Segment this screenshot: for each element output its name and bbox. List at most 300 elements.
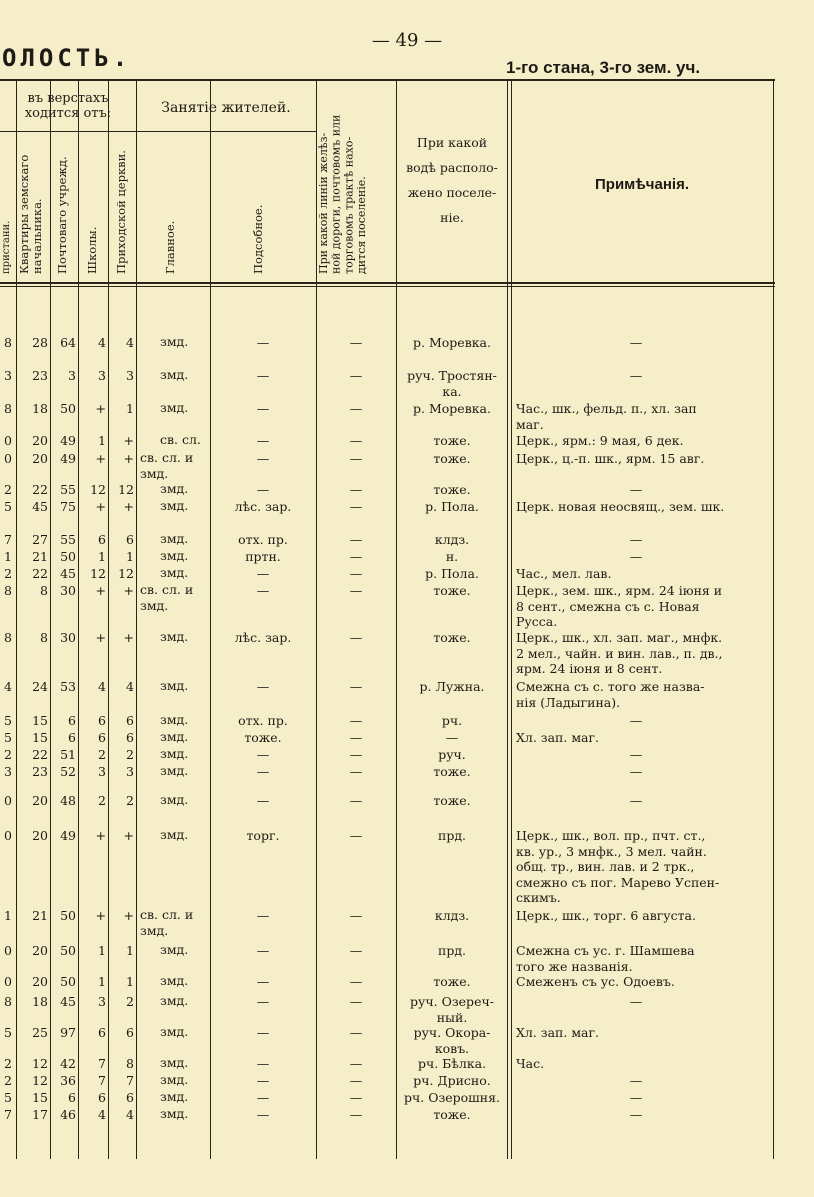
row-post-distance: 3	[68, 368, 76, 383]
row-main-occupation: змд.	[160, 367, 189, 382]
row-church-distance: 4	[126, 679, 134, 694]
row-water: тоже.	[433, 793, 471, 808]
row-sub-occupation: отх. пр.	[238, 713, 288, 728]
row-post-distance: 49	[60, 433, 76, 448]
row-main-occupation: змд.	[160, 548, 189, 563]
row-school-distance: 1	[98, 433, 106, 448]
row-main-occupation: змд.	[160, 400, 189, 415]
row-sub-occupation: —	[256, 1090, 270, 1105]
row-post-distance: 53	[60, 679, 76, 694]
row-zem-distance: 20	[32, 828, 48, 843]
rule-head	[0, 282, 775, 284]
header-col-sub: Подсобное.	[251, 204, 265, 274]
row-cut-distance: 0	[4, 974, 12, 989]
row-main-occupation: змд.	[160, 629, 189, 644]
row-zem-distance: 21	[32, 549, 48, 564]
row-school-distance: +	[95, 401, 106, 416]
row-notes: —	[629, 994, 643, 1009]
row-main-occupation: змд.	[160, 827, 189, 842]
row-church-distance: 1	[126, 549, 134, 564]
row-water: р. Моревка.	[413, 401, 491, 416]
row-water: тоже.	[433, 433, 471, 448]
row-water: тоже.	[433, 451, 471, 466]
row-notes: —	[629, 793, 643, 808]
row-notes: Церк., ярм.: 9 мая, 6 дек.	[516, 433, 684, 448]
row-cut-distance: 2	[4, 1056, 12, 1071]
row-sub-occupation: —	[256, 764, 270, 779]
row-school-distance: +	[95, 451, 106, 466]
row-school-distance: 6	[98, 730, 106, 745]
row-church-distance: 2	[126, 747, 134, 762]
row-rail: —	[349, 630, 363, 645]
row-zem-distance: 15	[32, 730, 48, 745]
row-school-distance: 12	[90, 482, 106, 497]
row-notes: —	[629, 368, 643, 383]
row-rail: —	[349, 713, 363, 728]
row-notes: Церк. новая неосвящ., зем. шк.	[516, 499, 725, 514]
row-zem-distance: 27	[32, 532, 48, 547]
row-water: тоже.	[433, 583, 471, 598]
row-church-distance: 7	[126, 1073, 134, 1088]
row-water: тоже.	[433, 630, 471, 645]
row-water: рч. Дрисно.	[413, 1073, 491, 1088]
row-zem-distance: 15	[32, 1090, 48, 1105]
row-notes: —	[629, 335, 643, 350]
row-post-distance: 30	[60, 630, 76, 645]
row-church-distance: 4	[126, 335, 134, 350]
row-sub-occupation: —	[256, 747, 270, 762]
row-sub-occupation: тоже.	[244, 730, 282, 745]
row-water: руч. Озереч- ный.	[410, 994, 494, 1025]
row-rail: —	[349, 974, 363, 989]
row-water: руч. Тростян- ка.	[407, 368, 497, 399]
column-rule	[210, 79, 211, 1159]
row-school-distance: 6	[98, 713, 106, 728]
row-school-distance: 3	[98, 368, 106, 383]
row-rail: —	[349, 1056, 363, 1071]
row-cut-distance: 8	[4, 630, 12, 645]
row-cut-distance: 2	[4, 482, 12, 497]
row-church-distance: 6	[126, 730, 134, 745]
row-rail: —	[349, 335, 363, 350]
column-rule	[511, 79, 512, 1159]
row-main-occupation: св. сл. и змд.	[140, 907, 194, 938]
row-water: рч. Озерошня.	[403, 1090, 500, 1105]
header-col-church: Приходской церкви.	[114, 150, 128, 274]
row-notes: Церк., ц.-п. шк., ярм. 15 авг.	[516, 451, 705, 466]
row-cut-distance: 4	[4, 679, 12, 694]
row-notes: Смежна съ ус. г. Шамшева того же названія.	[516, 943, 695, 974]
row-school-distance: +	[95, 630, 106, 645]
row-post-distance: 50	[60, 974, 76, 989]
row-church-distance: 1	[126, 974, 134, 989]
row-school-distance: +	[95, 583, 106, 598]
header-col-notes: Примѣчанія.	[595, 176, 689, 193]
row-sub-occupation: —	[256, 793, 270, 808]
row-rail: —	[349, 482, 363, 497]
row-church-distance: 1	[126, 401, 134, 416]
row-water: н.	[445, 549, 459, 564]
header-col-cut: пристани.	[1, 220, 12, 274]
row-notes: Хл. зап. маг.	[516, 730, 600, 745]
row-sub-occupation: —	[256, 433, 270, 448]
row-water: р. Моревка.	[413, 335, 491, 350]
row-sub-occupation: —	[256, 908, 270, 923]
row-school-distance: 4	[98, 1107, 106, 1122]
row-rail: —	[349, 747, 363, 762]
row-sub-occupation: —	[256, 1056, 270, 1071]
row-main-occupation: змд.	[160, 481, 189, 496]
row-rail: —	[349, 368, 363, 383]
row-cut-distance: 8	[4, 401, 12, 416]
row-water: тоже.	[433, 482, 471, 497]
row-sub-occupation: —	[256, 974, 270, 989]
row-notes: Час., шк., фельд. п., хл. зап маг.	[516, 401, 697, 432]
row-zem-distance: 21	[32, 908, 48, 923]
row-cut-distance: 5	[4, 499, 12, 514]
row-cut-distance: 7	[4, 1107, 12, 1122]
row-main-occupation: змд.	[160, 712, 189, 727]
row-notes: Смеженъ съ ус. Одоевъ.	[516, 974, 675, 989]
row-notes: Церк., шк., вол. пр., пчт. ст., кв. ур., 3 мнфк., 3 мел. чайн. общ. тр., вин. лав. и 2 трк., смежно съ пог. Марево Успен- скимъ.	[516, 828, 720, 905]
row-zem-distance: 22	[32, 566, 48, 581]
row-zem-distance: 12	[32, 1056, 48, 1071]
row-notes: —	[629, 1107, 643, 1122]
row-school-distance: 7	[98, 1073, 106, 1088]
column-rule	[136, 79, 137, 1159]
row-water: рч.	[441, 713, 463, 728]
row-zem-distance: 24	[32, 679, 48, 694]
row-zem-distance: 15	[32, 713, 48, 728]
row-water: прд.	[437, 828, 466, 843]
row-church-distance: +	[123, 908, 134, 923]
row-main-occupation: св. сл.	[160, 432, 201, 447]
row-cut-distance: 0	[4, 433, 12, 448]
row-sub-occupation: —	[256, 368, 270, 383]
row-post-distance: 49	[60, 828, 76, 843]
row-cut-distance: 8	[4, 335, 12, 350]
row-post-distance: 55	[60, 532, 76, 547]
header-occupation-group: Занятіе жителей.	[161, 100, 291, 116]
row-notes: —	[629, 549, 643, 564]
header-col-rail: При какой линіи желѣз- ной дороги, почтовомъ или торговомъ трактѣ нахо- дится поселеніе.	[317, 114, 368, 274]
row-water: рч. Бѣлка.	[417, 1056, 487, 1071]
row-sub-occupation: —	[256, 1073, 270, 1088]
header-col-post: Почтоваго учрежд.	[55, 156, 69, 274]
row-rail: —	[349, 451, 363, 466]
row-church-distance: 6	[126, 713, 134, 728]
row-main-occupation: змд.	[160, 746, 189, 761]
row-water: —	[445, 730, 459, 745]
row-water: тоже.	[433, 974, 471, 989]
row-notes: Церк., шк., хл. зап. маг., мнфк. 2 мел., чайн. и вин. лав., п. дв., ярм. 24 іюня и 8 сент.	[516, 630, 723, 676]
row-water: р. Пола.	[425, 566, 479, 581]
header-col-water: При какой водѣ располо- жено поселе- ніе.	[406, 135, 498, 225]
row-church-distance: 6	[126, 532, 134, 547]
row-church-distance: +	[123, 451, 134, 466]
row-post-distance: 6	[68, 1090, 76, 1105]
row-church-distance: 1	[126, 943, 134, 958]
row-school-distance: 12	[90, 566, 106, 581]
row-rail: —	[349, 433, 363, 448]
row-zem-distance: 20	[32, 974, 48, 989]
row-post-distance: 50	[60, 908, 76, 923]
row-rail: —	[349, 679, 363, 694]
row-water: прд.	[437, 943, 466, 958]
row-main-occupation: змд.	[160, 729, 189, 744]
row-main-occupation: змд.	[160, 498, 189, 513]
row-church-distance: 3	[126, 368, 134, 383]
row-cut-distance: 0	[4, 793, 12, 808]
row-rail: —	[349, 730, 363, 745]
row-post-distance: 50	[60, 549, 76, 564]
row-cut-distance: 0	[4, 828, 12, 843]
column-rule	[773, 79, 774, 1159]
header-col-zem: Квартиры земскаго начальника.	[17, 154, 45, 274]
row-post-distance: 6	[68, 713, 76, 728]
row-zem-distance: 20	[32, 793, 48, 808]
row-zem-distance: 23	[32, 368, 48, 383]
row-main-occupation: змд.	[160, 531, 189, 546]
row-rail: —	[349, 793, 363, 808]
row-post-distance: 45	[60, 994, 76, 1009]
row-church-distance: 4	[126, 1107, 134, 1122]
row-post-distance: 50	[60, 401, 76, 416]
row-post-distance: 52	[60, 764, 76, 779]
row-post-distance: 49	[60, 451, 76, 466]
row-zem-distance: 22	[32, 747, 48, 762]
row-cut-distance: 2	[4, 747, 12, 762]
rule-head2	[0, 286, 775, 287]
row-church-distance: 2	[126, 793, 134, 808]
row-school-distance: 7	[98, 1056, 106, 1071]
row-zem-distance: 22	[32, 482, 48, 497]
row-church-distance: 3	[126, 764, 134, 779]
row-church-distance: +	[123, 433, 134, 448]
row-main-occupation: змд.	[160, 1089, 189, 1104]
row-notes: Час.	[516, 1056, 545, 1071]
row-rail: —	[349, 1025, 363, 1040]
row-notes: —	[629, 1073, 643, 1088]
row-zem-distance: 23	[32, 764, 48, 779]
row-church-distance: +	[123, 630, 134, 645]
row-zem-distance: 12	[32, 1073, 48, 1088]
row-rail: —	[349, 499, 363, 514]
row-rail: —	[349, 566, 363, 581]
row-post-distance: 97	[60, 1025, 76, 1040]
row-sub-occupation: —	[256, 482, 270, 497]
row-main-occupation: змд.	[160, 1055, 189, 1070]
row-post-distance: 30	[60, 583, 76, 598]
row-school-distance: 1	[98, 549, 106, 564]
header-distance-group: въ верстахъ ходится отъ:	[24, 91, 112, 121]
row-rail: —	[349, 908, 363, 923]
row-zem-distance: 18	[32, 401, 48, 416]
row-water: клдз.	[434, 908, 470, 923]
row-school-distance: 4	[98, 335, 106, 350]
row-school-distance: 3	[98, 994, 106, 1009]
row-school-distance: 1	[98, 974, 106, 989]
page-title-right: 1-го стана, 3-го зем. уч.	[506, 58, 701, 77]
row-rail: —	[349, 1107, 363, 1122]
row-sub-occupation: —	[256, 401, 270, 416]
row-notes: —	[629, 764, 643, 779]
row-main-occupation: змд.	[160, 763, 189, 778]
row-post-distance: 46	[60, 1107, 76, 1122]
page-number: — 49 —	[371, 30, 443, 51]
row-school-distance: 6	[98, 1090, 106, 1105]
row-main-occupation: змд.	[160, 973, 189, 988]
row-cut-distance: 7	[4, 532, 12, 547]
row-cut-distance: 5	[4, 1090, 12, 1105]
row-post-distance: 64	[60, 335, 76, 350]
row-church-distance: 2	[126, 994, 134, 1009]
row-school-distance: +	[95, 908, 106, 923]
header-col-main: Главное.	[163, 220, 177, 274]
rule-top	[0, 79, 775, 81]
row-notes: Смежна съ с. того же назва- нія (Ладыгина).	[516, 679, 705, 710]
row-main-occupation: змд.	[160, 792, 189, 807]
row-main-occupation: змд.	[160, 942, 189, 957]
row-sub-occupation: торг.	[246, 828, 280, 843]
row-rail: —	[349, 401, 363, 416]
row-rail: —	[349, 549, 363, 564]
row-zem-distance: 20	[32, 433, 48, 448]
row-water: тоже.	[433, 764, 471, 779]
row-school-distance: +	[95, 499, 106, 514]
row-sub-occupation: —	[256, 943, 270, 958]
row-main-occupation: св. сл. и змд.	[140, 582, 194, 613]
row-sub-occupation: лѣс. зар.	[234, 630, 292, 645]
row-church-distance: +	[123, 828, 134, 843]
row-school-distance: 4	[98, 679, 106, 694]
row-main-occupation: змд.	[160, 334, 189, 349]
header-col-school: Школы.	[85, 226, 99, 274]
page-title-left: ОЛОСТЬ.	[2, 44, 132, 72]
row-notes: —	[629, 747, 643, 762]
row-sub-occupation: —	[256, 583, 270, 598]
row-cut-distance: 3	[4, 368, 12, 383]
row-sub-occupation: пртн.	[245, 549, 281, 564]
row-cut-distance: 1	[4, 549, 12, 564]
row-church-distance: +	[123, 499, 134, 514]
row-rail: —	[349, 994, 363, 1009]
row-water: руч.	[438, 747, 466, 762]
row-post-distance: 48	[60, 793, 76, 808]
row-notes: Час., мел. лав.	[516, 566, 612, 581]
row-notes: Церк., шк., торг. 6 августа.	[516, 908, 696, 923]
row-church-distance: +	[123, 583, 134, 598]
row-cut-distance: 5	[4, 1025, 12, 1040]
row-sub-occupation: —	[256, 994, 270, 1009]
row-school-distance: 2	[98, 793, 106, 808]
row-sub-occupation: отх. пр.	[238, 532, 288, 547]
row-post-distance: 45	[60, 566, 76, 581]
row-water: р. Пола.	[425, 499, 479, 514]
row-zem-distance: 20	[32, 943, 48, 958]
row-church-distance: 6	[126, 1090, 134, 1105]
row-school-distance: 1	[98, 943, 106, 958]
row-post-distance: 36	[60, 1073, 76, 1088]
row-notes: —	[629, 1090, 643, 1105]
row-sub-occupation: —	[256, 679, 270, 694]
row-sub-occupation: —	[256, 566, 270, 581]
row-cut-distance: 0	[4, 451, 12, 466]
row-zem-distance: 8	[40, 583, 48, 598]
row-rail: —	[349, 828, 363, 843]
row-notes: Церк., зем. шк., ярм. 24 іюня и 8 сент., смежна съ с. Новая Русса.	[516, 583, 723, 629]
row-rail: —	[349, 943, 363, 958]
row-zem-distance: 20	[32, 451, 48, 466]
row-post-distance: 6	[68, 730, 76, 745]
row-notes: Хл. зап. маг.	[516, 1025, 600, 1040]
row-notes: —	[629, 532, 643, 547]
row-church-distance: 8	[126, 1056, 134, 1071]
row-zem-distance: 18	[32, 994, 48, 1009]
row-school-distance: +	[95, 828, 106, 843]
column-rule	[396, 79, 397, 1159]
row-rail: —	[349, 764, 363, 779]
row-rail: —	[349, 532, 363, 547]
row-church-distance: 12	[118, 482, 134, 497]
row-post-distance: 55	[60, 482, 76, 497]
row-main-occupation: змд.	[160, 1072, 189, 1087]
row-sub-occupation: —	[256, 1107, 270, 1122]
row-church-distance: 6	[126, 1025, 134, 1040]
row-sub-occupation: лѣс. зар.	[234, 499, 292, 514]
row-cut-distance: 1	[4, 908, 12, 923]
row-cut-distance: 5	[4, 713, 12, 728]
row-main-occupation: св. сл. и змд.	[140, 450, 194, 481]
row-notes: —	[629, 713, 643, 728]
row-rail: —	[349, 1090, 363, 1105]
row-main-occupation: змд.	[160, 993, 189, 1008]
row-cut-distance: 8	[4, 583, 12, 598]
row-cut-distance: 2	[4, 566, 12, 581]
row-post-distance: 51	[60, 747, 76, 762]
row-cut-distance: 3	[4, 764, 12, 779]
row-zem-distance: 8	[40, 630, 48, 645]
row-water: клдз.	[434, 532, 470, 547]
row-rail: —	[349, 1073, 363, 1088]
row-post-distance: 50	[60, 943, 76, 958]
row-water: руч. Окора- ковъ.	[413, 1025, 491, 1056]
row-post-distance: 75	[60, 499, 76, 514]
row-main-occupation: змд.	[160, 1106, 189, 1121]
row-school-distance: 3	[98, 764, 106, 779]
row-zem-distance: 28	[32, 335, 48, 350]
row-school-distance: 6	[98, 532, 106, 547]
row-church-distance: 12	[118, 566, 134, 581]
row-post-distance: 42	[60, 1056, 76, 1071]
row-rail: —	[349, 583, 363, 598]
row-cut-distance: 5	[4, 730, 12, 745]
row-sub-occupation: —	[256, 335, 270, 350]
row-sub-occupation: —	[256, 1025, 270, 1040]
row-school-distance: 2	[98, 747, 106, 762]
row-main-occupation: змд.	[160, 1024, 189, 1039]
row-water: тоже.	[433, 1107, 471, 1122]
row-main-occupation: змд.	[160, 565, 189, 580]
column-rule	[507, 79, 508, 1159]
row-cut-distance: 8	[4, 994, 12, 1009]
row-zem-distance: 25	[32, 1025, 48, 1040]
row-water: р. Лужна.	[419, 679, 485, 694]
row-main-occupation: змд.	[160, 678, 189, 693]
row-school-distance: 6	[98, 1025, 106, 1040]
row-sub-occupation: —	[256, 451, 270, 466]
row-notes: —	[629, 482, 643, 497]
